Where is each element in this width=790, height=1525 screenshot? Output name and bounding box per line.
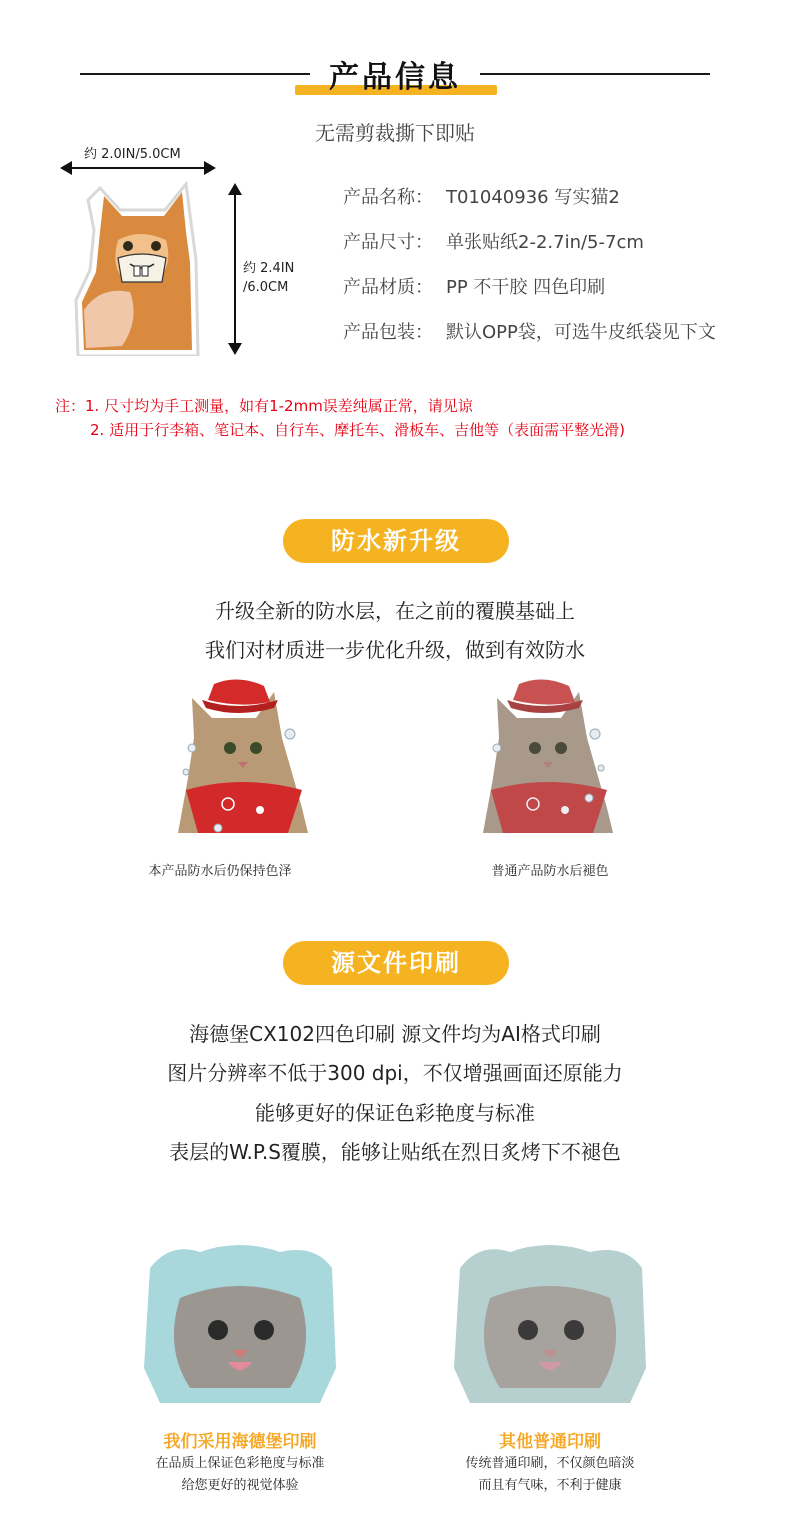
spec-row-size [343, 228, 644, 254]
dimension-height-line-1: 约 2.4IN [243, 261, 295, 276]
spec-label-size: 产品尺寸： [343, 232, 433, 253]
heidelberg-desc-line-2: 给您更好的视觉体验 [181, 1478, 299, 1493]
dimension-height-label [243, 259, 294, 297]
product-subtitle: 无需剪裁撕下即贴 [315, 121, 475, 145]
ordinary-desc-line-1: 传统普通印刷，不仅颜色暗淡 [465, 1456, 635, 1471]
spec-label-packaging: 产品包装： [343, 322, 433, 343]
print-line-3: 能够更好的保证色彩艳度与标准 [255, 1101, 535, 1125]
spec-label-material: 产品材质： [343, 277, 433, 298]
ordinary-desc-line-2: 而且有气味，不利于健康 [478, 1478, 622, 1493]
spec-value-name: T01040936 写实猫2 [446, 187, 620, 208]
waterproof-line-2: 我们对材质进一步优化升级，做到有效防水 [205, 638, 585, 662]
note-line-1: 注：1. 尺寸均为手工测量，如有1-2mm误差纯属正常，请见谅 [55, 397, 473, 415]
heidelberg-desc-line-1: 在品质上保证色彩艳度与标准 [155, 1456, 325, 1471]
dimension-width-label: 约 2.0IN/5.0CM [84, 147, 181, 162]
waterproof-cat-image-faded [483, 678, 613, 833]
height-arrow [234, 185, 236, 353]
caption-waterproof-left: 本产品防水后仍保持色泽 [148, 864, 292, 879]
spec-label-name: 产品名称： [343, 187, 433, 208]
spec-value-size: 单张贴纸2-2.7in/5-7cm [446, 232, 644, 253]
width-arrow [62, 167, 214, 169]
print-cat-image-ordinary [450, 1238, 650, 1403]
ordinary-print-desc [430, 1453, 670, 1497]
ordinary-print-title: 其他普通印刷 [499, 1432, 601, 1452]
note-line-2: 2. 适用于行李箱、笔记本、自行车、摩托车、滑板车、吉他等（表面需平整光滑) [90, 421, 625, 439]
spec-value-material: PP 不干胶 四色印刷 [446, 277, 606, 298]
dimension-height-line-2: /6.0CM [243, 280, 289, 295]
spec-value-packaging: 默认OPP袋，可选牛皮纸袋见下文 [446, 322, 716, 343]
print-line-1: 海德堡CX102四色印刷 源文件均为AI格式印刷 [189, 1022, 601, 1046]
print-line-2: 图片分辨率不低于300 dpi，不仅增强画面还原能力 [167, 1061, 623, 1085]
heidelberg-print-desc [120, 1453, 360, 1497]
print-cat-image-heidelberg [140, 1238, 340, 1403]
spec-row-material [343, 273, 605, 299]
waterproof-cat-image-vivid [178, 678, 308, 833]
cat-sticker-image [70, 180, 212, 356]
section-title-source-print: 源文件印刷 [283, 941, 509, 985]
section-title-waterproof: 防水新升级 [283, 519, 509, 563]
spec-row-packaging [343, 318, 716, 344]
caption-waterproof-right: 普通产品防水后褪色 [491, 864, 609, 879]
spec-row-name [343, 183, 620, 209]
section-title-product-info: 产品信息 [329, 60, 461, 95]
print-line-4: 表层的W.P.S覆膜，能够让贴纸在烈日炙烤下不褪色 [169, 1140, 621, 1164]
waterproof-line-1: 升级全新的防水层，在之前的覆膜基础上 [215, 599, 575, 623]
heidelberg-print-title: 我们采用海德堡印刷 [163, 1432, 317, 1452]
